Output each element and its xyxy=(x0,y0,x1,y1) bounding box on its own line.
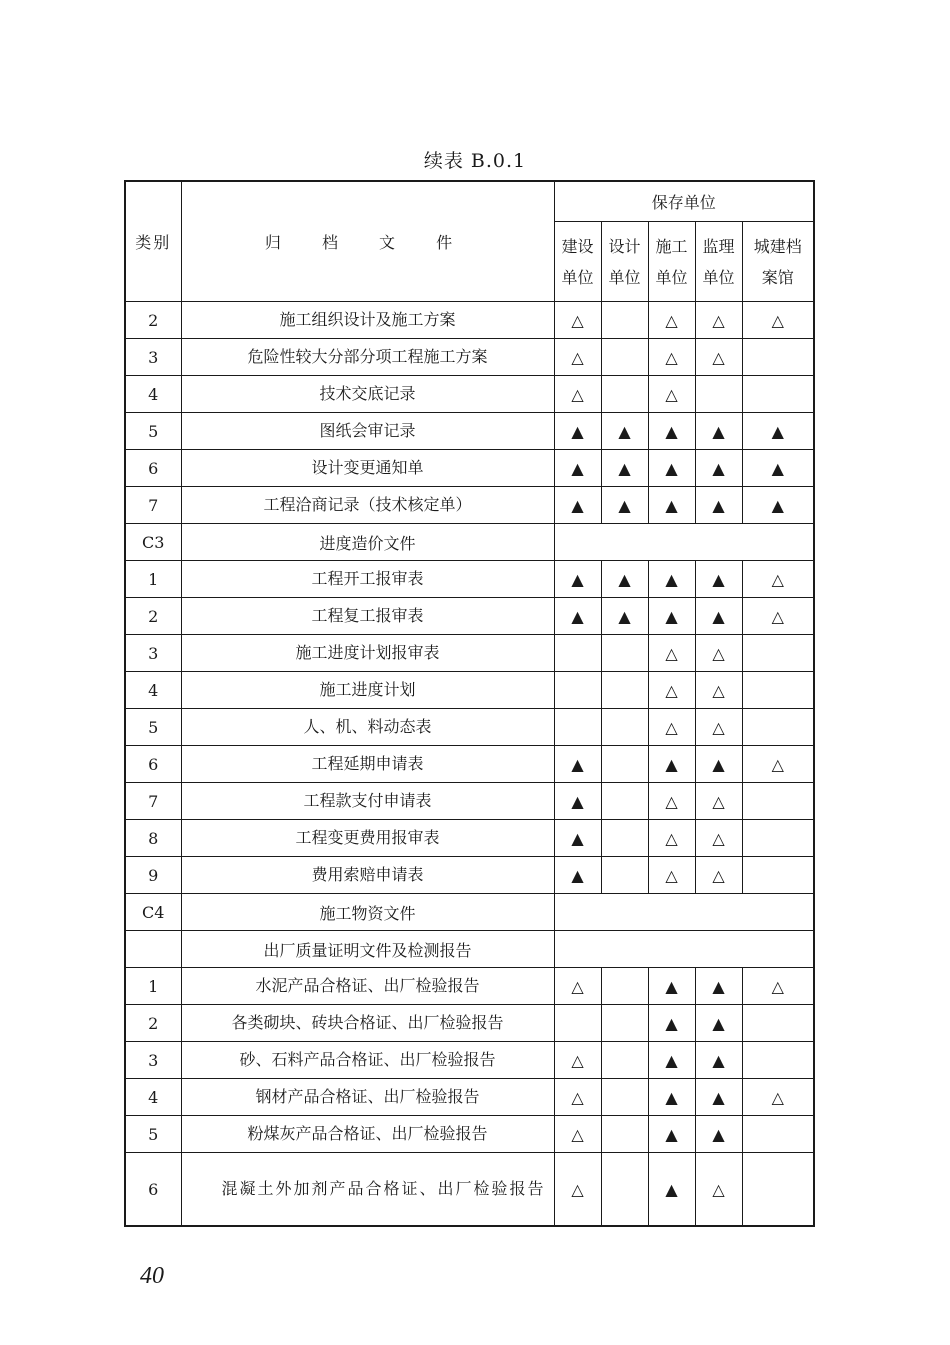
mark-archive: △ xyxy=(742,561,814,598)
section-title: 出厂质量证明文件及检测报告 xyxy=(181,931,554,968)
mark-contractor: ▲ xyxy=(648,1153,695,1227)
mark-archive: △ xyxy=(742,746,814,783)
section-title: 施工物资文件 xyxy=(181,894,554,931)
section-empty-cells xyxy=(554,894,814,931)
document-name: 各类砌块、砖块合格证、出厂检验报告 xyxy=(181,1005,554,1042)
mark-supervision: ▲ xyxy=(695,598,742,635)
mark-design xyxy=(601,783,648,820)
document-name: 工程变更费用报审表 xyxy=(181,820,554,857)
mark-construction: ▲ xyxy=(554,820,601,857)
row-number: 1 xyxy=(125,561,181,598)
mark-contractor: ▲ xyxy=(648,598,695,635)
mark-construction xyxy=(554,709,601,746)
row-number: C3 xyxy=(125,524,181,561)
row-number: 6 xyxy=(125,450,181,487)
mark-archive: △ xyxy=(742,968,814,1005)
document-name: 人、机、料动态表 xyxy=(181,709,554,746)
mark-supervision xyxy=(695,376,742,413)
mark-design xyxy=(601,635,648,672)
section-row xyxy=(125,894,814,931)
mark-design xyxy=(601,1005,648,1042)
mark-construction: ▲ xyxy=(554,783,601,820)
table-row xyxy=(125,1042,814,1079)
mark-construction: △ xyxy=(554,302,601,339)
row-number: 1 xyxy=(125,968,181,1005)
document-name: 水泥产品合格证、出厂检验报告 xyxy=(181,968,554,1005)
mark-contractor: △ xyxy=(648,672,695,709)
row-number: 4 xyxy=(125,672,181,709)
mark-construction: ▲ xyxy=(554,413,601,450)
mark-construction: ▲ xyxy=(554,487,601,524)
row-number: 8 xyxy=(125,820,181,857)
row-number: 3 xyxy=(125,339,181,376)
mark-archive xyxy=(742,376,814,413)
table-row xyxy=(125,487,814,524)
mark-design xyxy=(601,1116,648,1153)
mark-archive xyxy=(742,857,814,894)
table-row xyxy=(125,302,814,339)
mark-supervision: ▲ xyxy=(695,1042,742,1079)
table-row xyxy=(125,1005,814,1042)
archive-table-body xyxy=(125,302,814,1227)
table-caption: 续表 B.0.1 xyxy=(423,150,527,172)
mark-design xyxy=(601,857,648,894)
mark-design: ▲ xyxy=(601,561,648,598)
table-row xyxy=(125,561,814,598)
mark-contractor: △ xyxy=(648,783,695,820)
mark-design xyxy=(601,1153,648,1227)
table-row xyxy=(125,413,814,450)
section-empty-cells xyxy=(554,931,814,968)
mark-construction: ▲ xyxy=(554,561,601,598)
mark-construction: △ xyxy=(554,1079,601,1116)
mark-supervision: ▲ xyxy=(695,1005,742,1042)
document-name: 危险性较大分部分项工程施工方案 xyxy=(181,339,554,376)
mark-contractor: △ xyxy=(648,709,695,746)
mark-archive xyxy=(742,339,814,376)
row-number xyxy=(125,931,181,968)
mark-construction: △ xyxy=(554,1116,601,1153)
document-name: 混凝土外加剂产品合格证、出厂检验报告 xyxy=(181,1153,554,1227)
mark-archive: △ xyxy=(742,598,814,635)
mark-supervision: ▲ xyxy=(695,413,742,450)
mark-archive xyxy=(742,1153,814,1227)
mark-design xyxy=(601,820,648,857)
mark-archive xyxy=(742,709,814,746)
row-number: 4 xyxy=(125,376,181,413)
section-empty-cells xyxy=(554,524,814,561)
document-name: 设计变更通知单 xyxy=(181,450,554,487)
mark-construction: ▲ xyxy=(554,746,601,783)
section-row xyxy=(125,524,814,561)
mark-contractor: △ xyxy=(648,635,695,672)
table-row xyxy=(125,746,814,783)
mark-archive xyxy=(742,783,814,820)
mark-construction: ▲ xyxy=(554,857,601,894)
mark-contractor: ▲ xyxy=(648,1079,695,1116)
header-unit-construction: 建设 单位 xyxy=(554,222,601,302)
mark-supervision: △ xyxy=(695,709,742,746)
document-name: 工程延期申请表 xyxy=(181,746,554,783)
mark-design: ▲ xyxy=(601,413,648,450)
mark-contractor: ▲ xyxy=(648,561,695,598)
mark-construction: ▲ xyxy=(554,450,601,487)
mark-construction: △ xyxy=(554,968,601,1005)
mark-contractor: △ xyxy=(648,339,695,376)
table-row xyxy=(125,1153,814,1227)
mark-archive xyxy=(742,1042,814,1079)
table-row xyxy=(125,1079,814,1116)
document-name: 粉煤灰产品合格证、出厂检验报告 xyxy=(181,1116,554,1153)
mark-contractor: △ xyxy=(648,302,695,339)
mark-construction: △ xyxy=(554,1153,601,1227)
mark-archive: ▲ xyxy=(742,450,814,487)
mark-design: ▲ xyxy=(601,598,648,635)
mark-design xyxy=(601,376,648,413)
mark-contractor: △ xyxy=(648,376,695,413)
mark-construction xyxy=(554,672,601,709)
page-number: 40 xyxy=(140,1263,164,1289)
document-name: 工程开工报审表 xyxy=(181,561,554,598)
mark-supervision: △ xyxy=(695,820,742,857)
table-row xyxy=(125,635,814,672)
table-row xyxy=(125,783,814,820)
document-name: 工程款支付申请表 xyxy=(181,783,554,820)
section-title: 进度造价文件 xyxy=(181,524,554,561)
header-document: 归 档 文 件 xyxy=(181,181,554,302)
row-number: 3 xyxy=(125,635,181,672)
mark-supervision: △ xyxy=(695,635,742,672)
mark-archive xyxy=(742,635,814,672)
mark-design xyxy=(601,1042,648,1079)
mark-construction: △ xyxy=(554,376,601,413)
mark-contractor: ▲ xyxy=(648,450,695,487)
mark-supervision: △ xyxy=(695,302,742,339)
document-name: 工程洽商记录（技术核定单） xyxy=(181,487,554,524)
mark-construction xyxy=(554,1005,601,1042)
mark-supervision: △ xyxy=(695,672,742,709)
mark-archive xyxy=(742,1005,814,1042)
mark-design xyxy=(601,672,648,709)
mark-construction: △ xyxy=(554,1042,601,1079)
row-number: 5 xyxy=(125,709,181,746)
mark-contractor: △ xyxy=(648,857,695,894)
table-row xyxy=(125,339,814,376)
document-name: 施工进度计划 xyxy=(181,672,554,709)
mark-contractor: ▲ xyxy=(648,1005,695,1042)
header-category: 类别 xyxy=(125,181,181,302)
mark-archive: ▲ xyxy=(742,487,814,524)
row-number: C4 xyxy=(125,894,181,931)
document-name: 费用索赔申请表 xyxy=(181,857,554,894)
mark-construction: ▲ xyxy=(554,598,601,635)
mark-supervision: ▲ xyxy=(695,450,742,487)
header-unit-supervision: 监理 单位 xyxy=(695,222,742,302)
header-unit-contractor: 施工 单位 xyxy=(648,222,695,302)
row-number: 7 xyxy=(125,783,181,820)
row-number: 2 xyxy=(125,598,181,635)
mark-contractor: ▲ xyxy=(648,487,695,524)
mark-supervision: △ xyxy=(695,857,742,894)
mark-design xyxy=(601,1079,648,1116)
mark-contractor: ▲ xyxy=(648,413,695,450)
mark-design xyxy=(601,968,648,1005)
document-name: 工程复工报审表 xyxy=(181,598,554,635)
document-name: 图纸会审记录 xyxy=(181,413,554,450)
header-unit-archive: 城建档 案馆 xyxy=(742,222,814,302)
row-number: 4 xyxy=(125,1079,181,1116)
mark-archive xyxy=(742,1116,814,1153)
mark-construction xyxy=(554,635,601,672)
mark-design: ▲ xyxy=(601,450,648,487)
document-name: 技术交底记录 xyxy=(181,376,554,413)
mark-supervision: △ xyxy=(695,783,742,820)
mark-design xyxy=(601,302,648,339)
mark-supervision: ▲ xyxy=(695,1116,742,1153)
table-row xyxy=(125,1116,814,1153)
row-number: 3 xyxy=(125,1042,181,1079)
row-number: 6 xyxy=(125,746,181,783)
table-row xyxy=(125,450,814,487)
mark-design xyxy=(601,709,648,746)
header-unit-design: 设计 单位 xyxy=(601,222,648,302)
mark-contractor: △ xyxy=(648,820,695,857)
mark-archive: △ xyxy=(742,302,814,339)
table-row xyxy=(125,968,814,1005)
row-number: 2 xyxy=(125,302,181,339)
table-row xyxy=(125,672,814,709)
mark-design xyxy=(601,339,648,376)
row-number: 2 xyxy=(125,1005,181,1042)
mark-design xyxy=(601,746,648,783)
document-name: 砂、石料产品合格证、出厂检验报告 xyxy=(181,1042,554,1079)
mark-construction: △ xyxy=(554,339,601,376)
mark-supervision: △ xyxy=(695,339,742,376)
row-number: 7 xyxy=(125,487,181,524)
mark-contractor: ▲ xyxy=(648,968,695,1005)
mark-archive: ▲ xyxy=(742,413,814,450)
table-row xyxy=(125,598,814,635)
mark-supervision: ▲ xyxy=(695,487,742,524)
document-name: 钢材产品合格证、出厂检验报告 xyxy=(181,1079,554,1116)
section-row xyxy=(125,931,814,968)
mark-archive xyxy=(742,672,814,709)
mark-supervision: △ xyxy=(695,1153,742,1227)
mark-supervision: ▲ xyxy=(695,1079,742,1116)
mark-supervision: ▲ xyxy=(695,746,742,783)
table-row xyxy=(125,709,814,746)
row-number: 5 xyxy=(125,413,181,450)
mark-contractor: ▲ xyxy=(648,1042,695,1079)
document-name: 施工进度计划报审表 xyxy=(181,635,554,672)
mark-supervision: ▲ xyxy=(695,561,742,598)
table-row xyxy=(125,857,814,894)
mark-supervision: ▲ xyxy=(695,968,742,1005)
document-name: 施工组织设计及施工方案 xyxy=(181,302,554,339)
mark-archive xyxy=(742,820,814,857)
mark-contractor: ▲ xyxy=(648,1116,695,1153)
row-number: 9 xyxy=(125,857,181,894)
mark-contractor: ▲ xyxy=(648,746,695,783)
mark-design: ▲ xyxy=(601,487,648,524)
row-number: 6 xyxy=(125,1153,181,1227)
mark-archive: △ xyxy=(742,1079,814,1116)
table-row xyxy=(125,376,814,413)
header-storage: 保存单位 xyxy=(554,181,814,222)
row-number: 5 xyxy=(125,1116,181,1153)
archive-table xyxy=(124,180,815,1227)
table-row xyxy=(125,820,814,857)
